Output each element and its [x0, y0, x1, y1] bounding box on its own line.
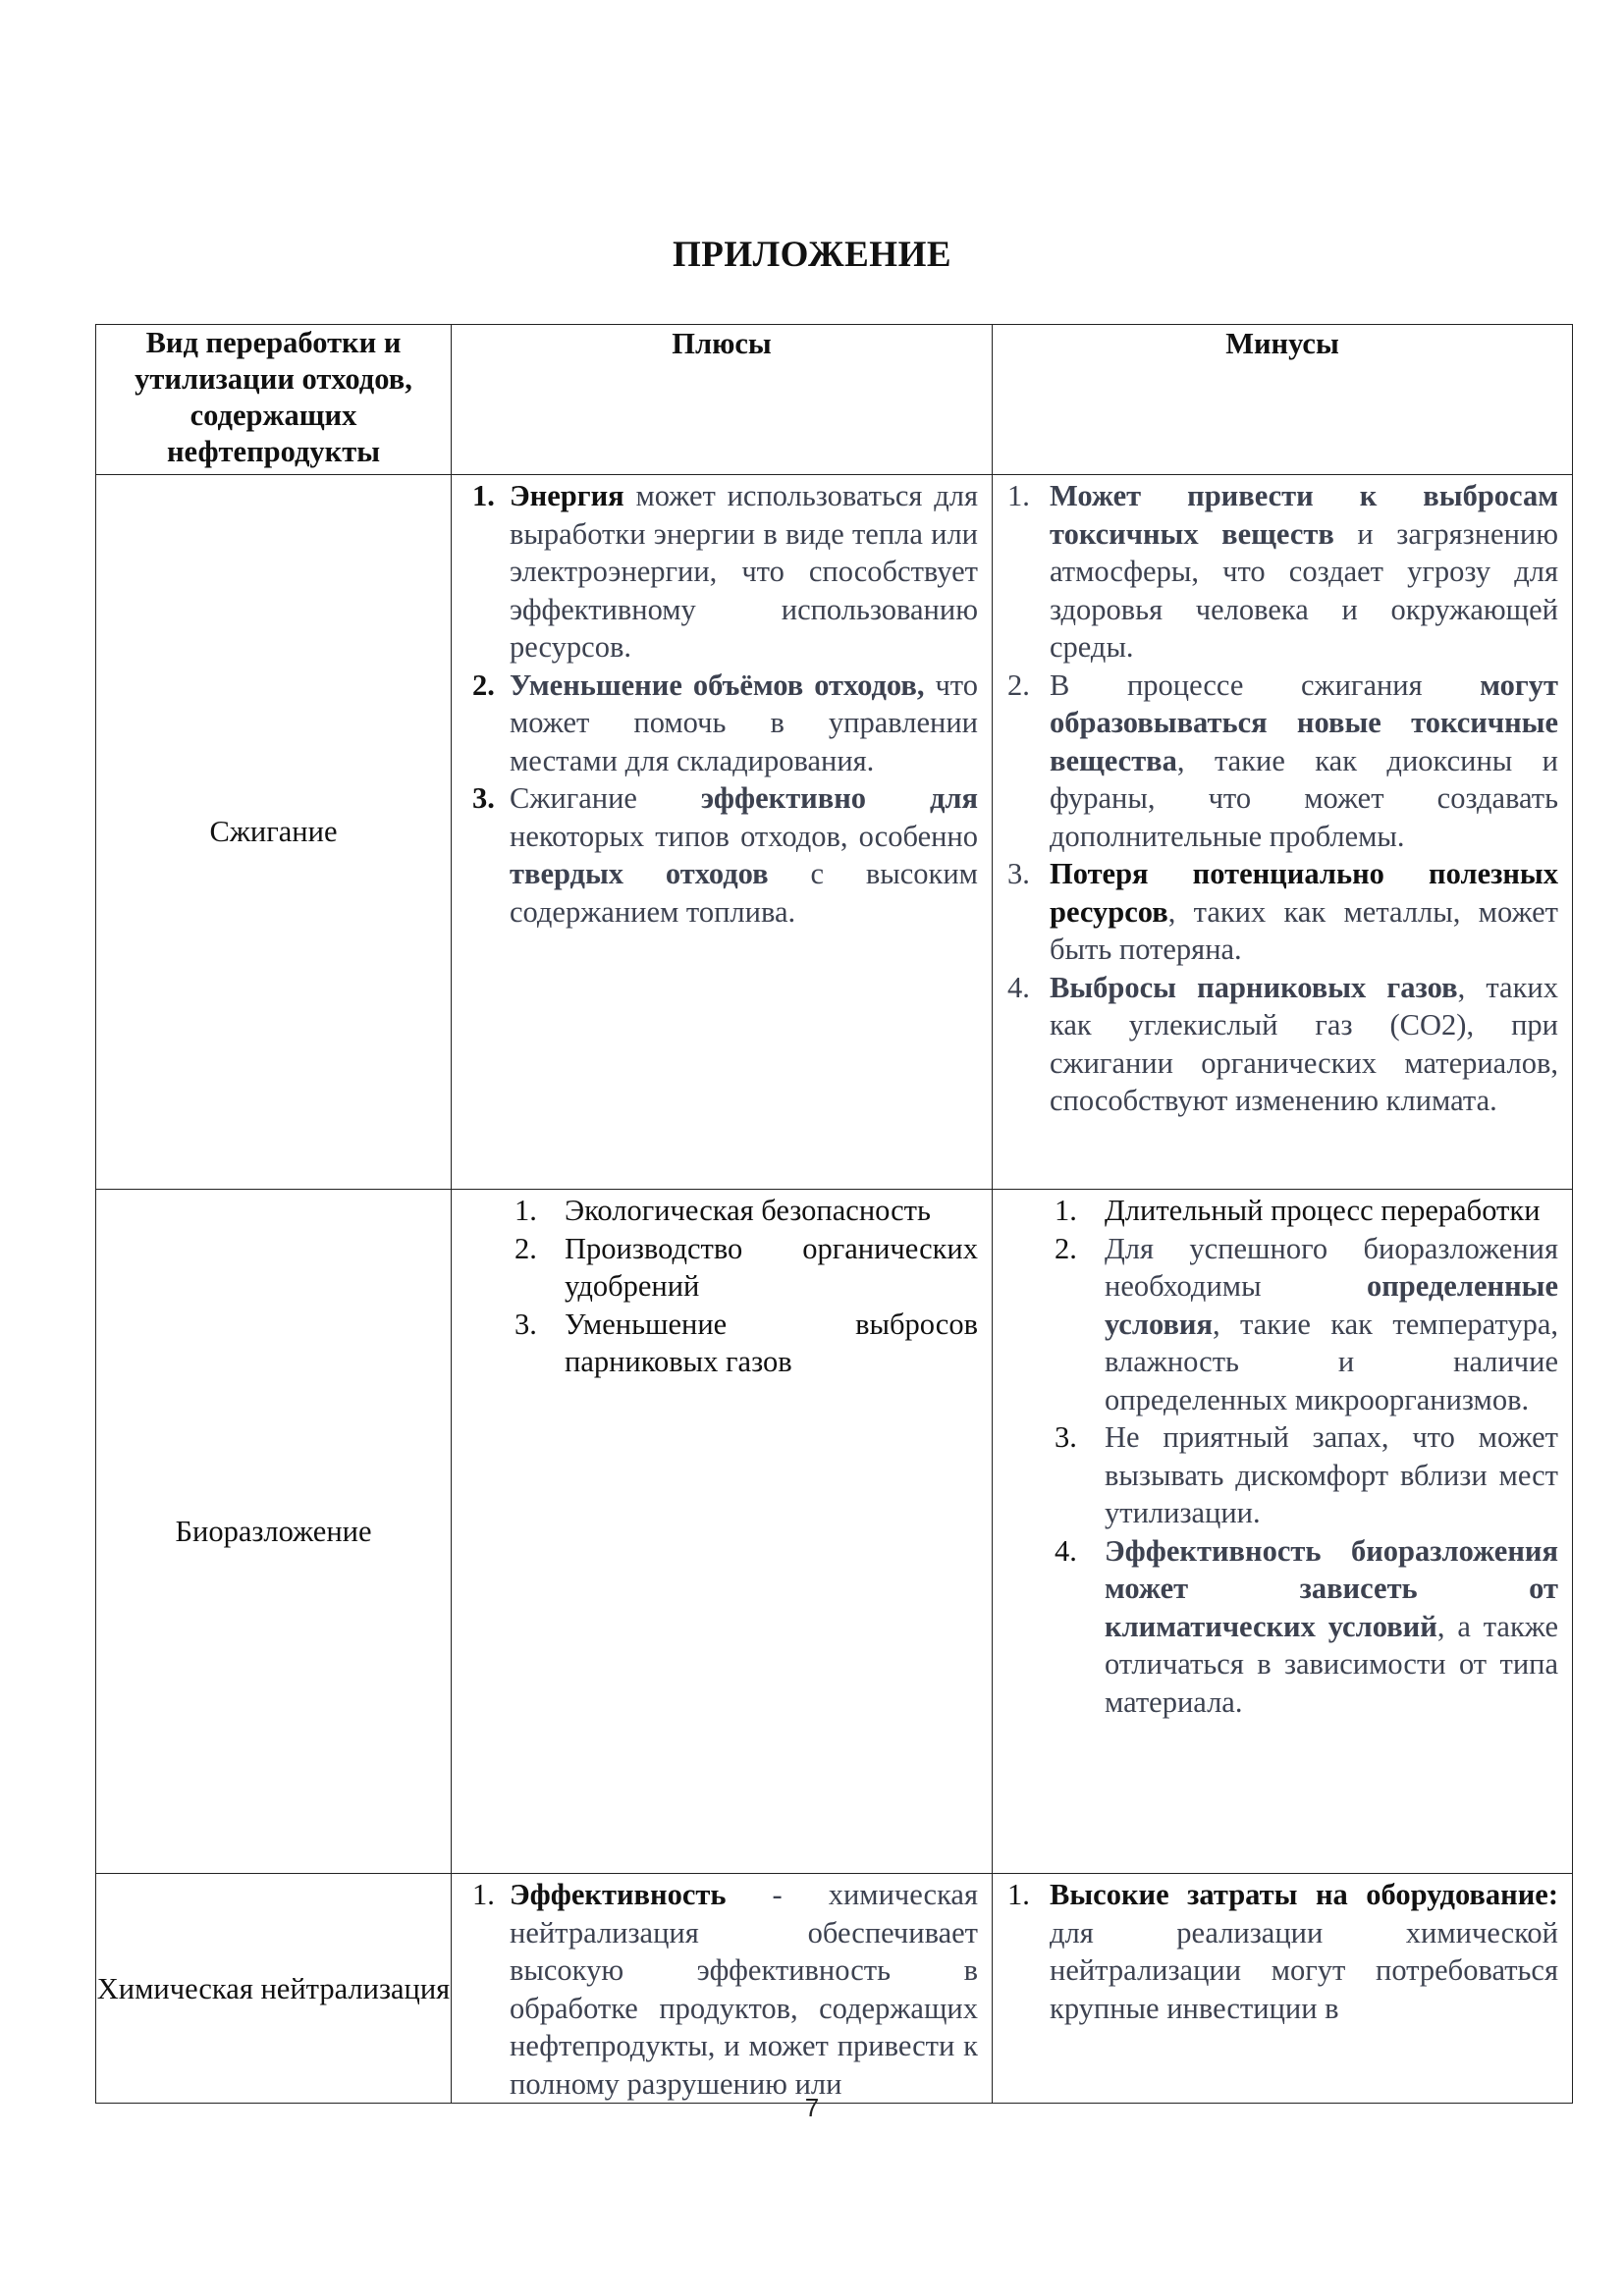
list-item: 3. Не приятный запах, что может вызывать дискомфорт вблизи мест утилизации.	[1055, 1420, 1558, 1529]
pros-cell	[452, 1874, 993, 2104]
list-item: 3. Сжигание эффективно для некоторых типов отходов, особенно твердых отходов с высоким содержанием топлива.	[472, 781, 978, 929]
cons-cell	[993, 475, 1573, 1190]
cons-list	[993, 1192, 1558, 1721]
pros-list	[452, 477, 978, 931]
list-item: 3. Уменьшение выбросов парниковых газов	[514, 1307, 978, 1378]
list-item: 1. Энергия может использоваться для выработки энергии в виде тепла или электроэнергии, что способствует эффективному использованию ресурсов.	[472, 479, 978, 664]
list-item: 1. Может привести к выбросам токсичных веществ и загрязнению атмосферы, что создает угрозу для здоровья человека и окружающей среды.	[1007, 479, 1558, 664]
pros-cell	[452, 1190, 993, 1874]
list-item: 1. Эффективность - химическая нейтрализация обеспечивает высокую эффективность в обработке продуктов, содержащих нефтепродукты, и может привести к полному разрушению или	[472, 1878, 978, 2101]
list-item: 2. Для успешного биоразложения необходимы определенные условия, такие как температура, влажность и наличие определенных микроорганизмов.	[1055, 1231, 1558, 1416]
pros-list	[452, 1192, 978, 1381]
table-row	[96, 1190, 1573, 1874]
list-item: 1. Длительный процесс переработки	[1055, 1194, 1541, 1227]
table-row	[96, 1874, 1573, 2104]
header-kind: Вид переработки и утилизации отходов, содержащих нефтепродукты	[96, 325, 452, 475]
list-item: 4. Эффективность биоразложения может зависеть от климатических условий, а также отличаться в зависимости от типа материала.	[1055, 1533, 1558, 1719]
pros-list	[452, 1876, 978, 2103]
row-kind: Биоразложение	[96, 1190, 452, 1874]
list-item: 4. Выбросы парниковых газов, таких как углекислый газ (CO2), при сжигании органических материалов, способствуют изменению климата.	[1007, 970, 1558, 1117]
cons-list	[993, 1876, 1558, 2027]
list-item: 1. Экологическая безопасность	[514, 1194, 931, 1227]
pros-cell	[452, 475, 993, 1190]
row-kind: Сжигание	[96, 475, 452, 1190]
list-item: 2. Производство органических удобрений	[514, 1231, 978, 1303]
table-header-row	[96, 325, 1573, 475]
list-item: 1. Высокие затраты на оборудование: для реализации химической нейтрализации могут потребоваться крупные инвестиции в	[1007, 1878, 1558, 2025]
cons-list	[993, 477, 1558, 1120]
cons-cell	[993, 1874, 1573, 2104]
comparison-table	[95, 324, 1573, 2104]
list-item: 2. Уменьшение объёмов отходов, что может помочь в управлении местами для складирования.	[472, 667, 978, 777]
page-title: ПРИЛОЖЕНИЕ	[672, 235, 952, 275]
table-row	[96, 475, 1573, 1190]
cons-cell	[993, 1190, 1573, 1874]
page-number: 7	[804, 2093, 820, 2122]
list-item: 3. Потеря потенциально полезных ресурсов, таких как металлы, может быть потеряна.	[1007, 857, 1558, 966]
header-pros: Плюсы	[452, 325, 993, 475]
row-kind: Химическая нейтрализация	[96, 1874, 452, 2104]
list-item: 2. В процессе сжигания могут образовываться новые токсичные вещества, такие как диоксины и фураны, что может создавать дополнительные проблемы.	[1007, 667, 1558, 853]
header-cons: Минусы	[993, 325, 1573, 475]
